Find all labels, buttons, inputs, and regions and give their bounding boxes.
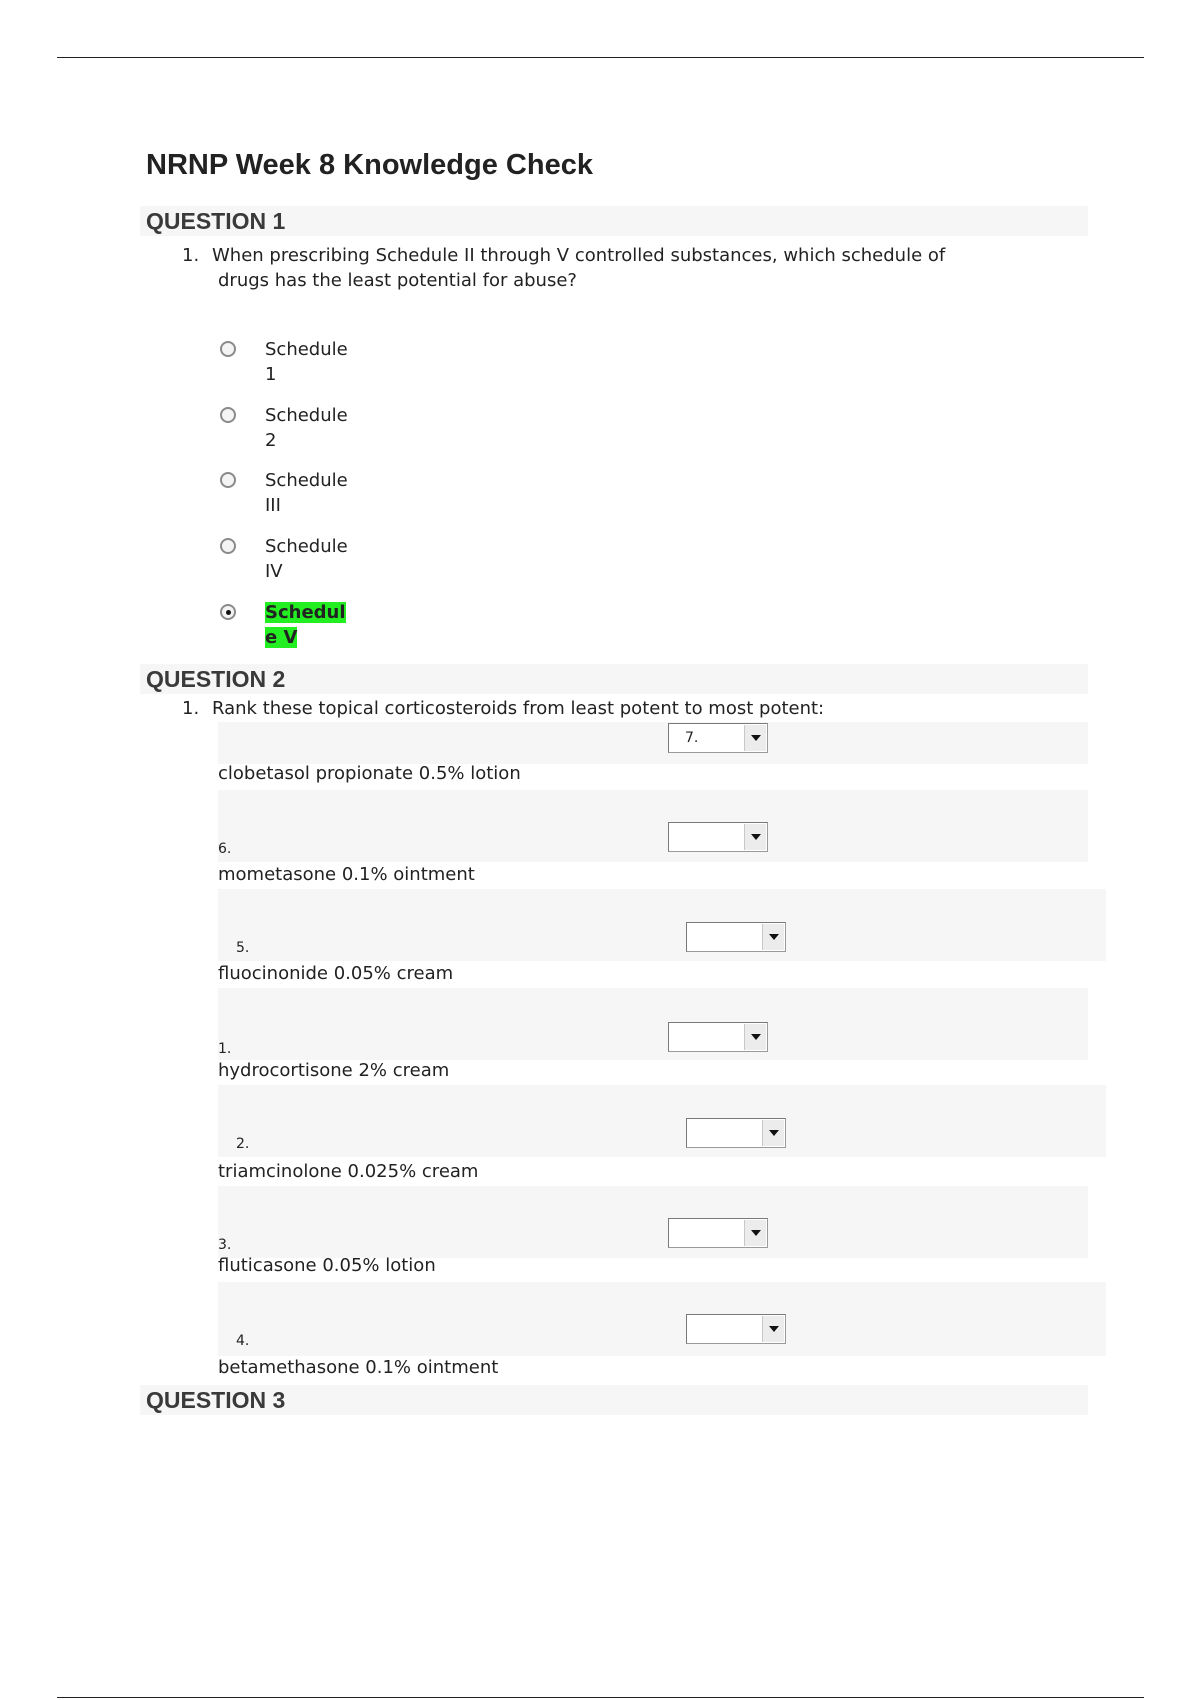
rank-number-label: 4. [236, 1333, 250, 1349]
rank-select-6[interactable] [668, 1218, 768, 1248]
radio-button-selected[interactable] [220, 604, 236, 620]
option-label: Schedule 2 [265, 405, 348, 451]
radio-button[interactable] [220, 472, 236, 488]
radio-button[interactable] [220, 341, 236, 357]
question-3-header [140, 1385, 1088, 1415]
radio-button[interactable] [220, 538, 236, 554]
rank-row-band [218, 988, 1088, 1060]
drug-label-4: hydrocortisone 2% cream [218, 1060, 450, 1081]
question-1-header [140, 206, 1088, 236]
option-label: Schedule 1 [265, 339, 348, 385]
bottom-rule [57, 1697, 1144, 1698]
rank-number-label: 6. [218, 841, 232, 857]
question-1-prompt [182, 243, 1062, 293]
drug-label-3: fluocinonide 0.05% cream [218, 963, 454, 984]
question-2-number: 1. [182, 698, 200, 719]
chevron-down-icon[interactable] [744, 1220, 766, 1246]
question-2-header [140, 664, 1088, 694]
rank-row-band [218, 1186, 1088, 1258]
rank-row-band [218, 1085, 1106, 1157]
drug-label-2: mometasone 0.1% ointment [218, 864, 475, 885]
drug-label-6: fluticasone 0.05% lotion [218, 1255, 436, 1276]
chevron-down-icon[interactable] [762, 1120, 784, 1146]
rank-row-band [218, 722, 1088, 764]
drug-label-7: betamethasone 0.1% ointment [218, 1357, 499, 1378]
drug-label-1: clobetasol propionate 0.5% lotion [218, 763, 521, 784]
rank-select-3[interactable] [686, 922, 786, 952]
question-3-header-label: QUESTION 3 [146, 1387, 286, 1413]
rank-select-value: 7. [685, 730, 699, 746]
top-rule [57, 57, 1144, 58]
radio-button[interactable] [220, 407, 236, 423]
question-1-header-label: QUESTION 1 [146, 208, 286, 234]
chevron-down-icon[interactable] [744, 725, 766, 751]
page-title: NRNP Week 8 Knowledge Check [146, 149, 593, 181]
question-1-number: 1. [182, 245, 200, 266]
rank-select-5[interactable] [686, 1118, 786, 1148]
question-2-prompt [182, 696, 1062, 721]
rank-row-band [218, 1282, 1106, 1356]
rank-number-label: 3. [218, 1237, 232, 1253]
rank-select-2[interactable] [668, 822, 768, 852]
question-2-text: Rank these topical corticosteroids from least potent to most potent: [212, 698, 825, 719]
option-label: Schedule IV [265, 536, 348, 582]
question-2-header-label: QUESTION 2 [146, 666, 286, 692]
option-label: Schedule III [265, 470, 348, 516]
chevron-down-icon[interactable] [744, 824, 766, 850]
question-1-text-line1: When prescribing Schedule II through V controlled substances, which schedule of [212, 245, 946, 266]
rank-row-band [218, 790, 1088, 862]
chevron-down-icon[interactable] [762, 1316, 784, 1342]
rank-row-band [218, 889, 1106, 961]
rank-number-label: 2. [236, 1136, 250, 1152]
drug-label-5: triamcinolone 0.025% cream [218, 1161, 479, 1182]
rank-number-label: 1. [218, 1041, 232, 1057]
rank-number-label: 5. [236, 940, 250, 956]
question-1-text-line2: drugs has the least potential for abuse? [218, 270, 577, 291]
chevron-down-icon[interactable] [744, 1024, 766, 1050]
chevron-down-icon[interactable] [762, 924, 784, 950]
option-label-selected: Schedul e V [265, 602, 346, 648]
rank-select-1[interactable] [668, 723, 768, 753]
rank-select-4[interactable] [668, 1022, 768, 1052]
rank-select-7[interactable] [686, 1314, 786, 1344]
